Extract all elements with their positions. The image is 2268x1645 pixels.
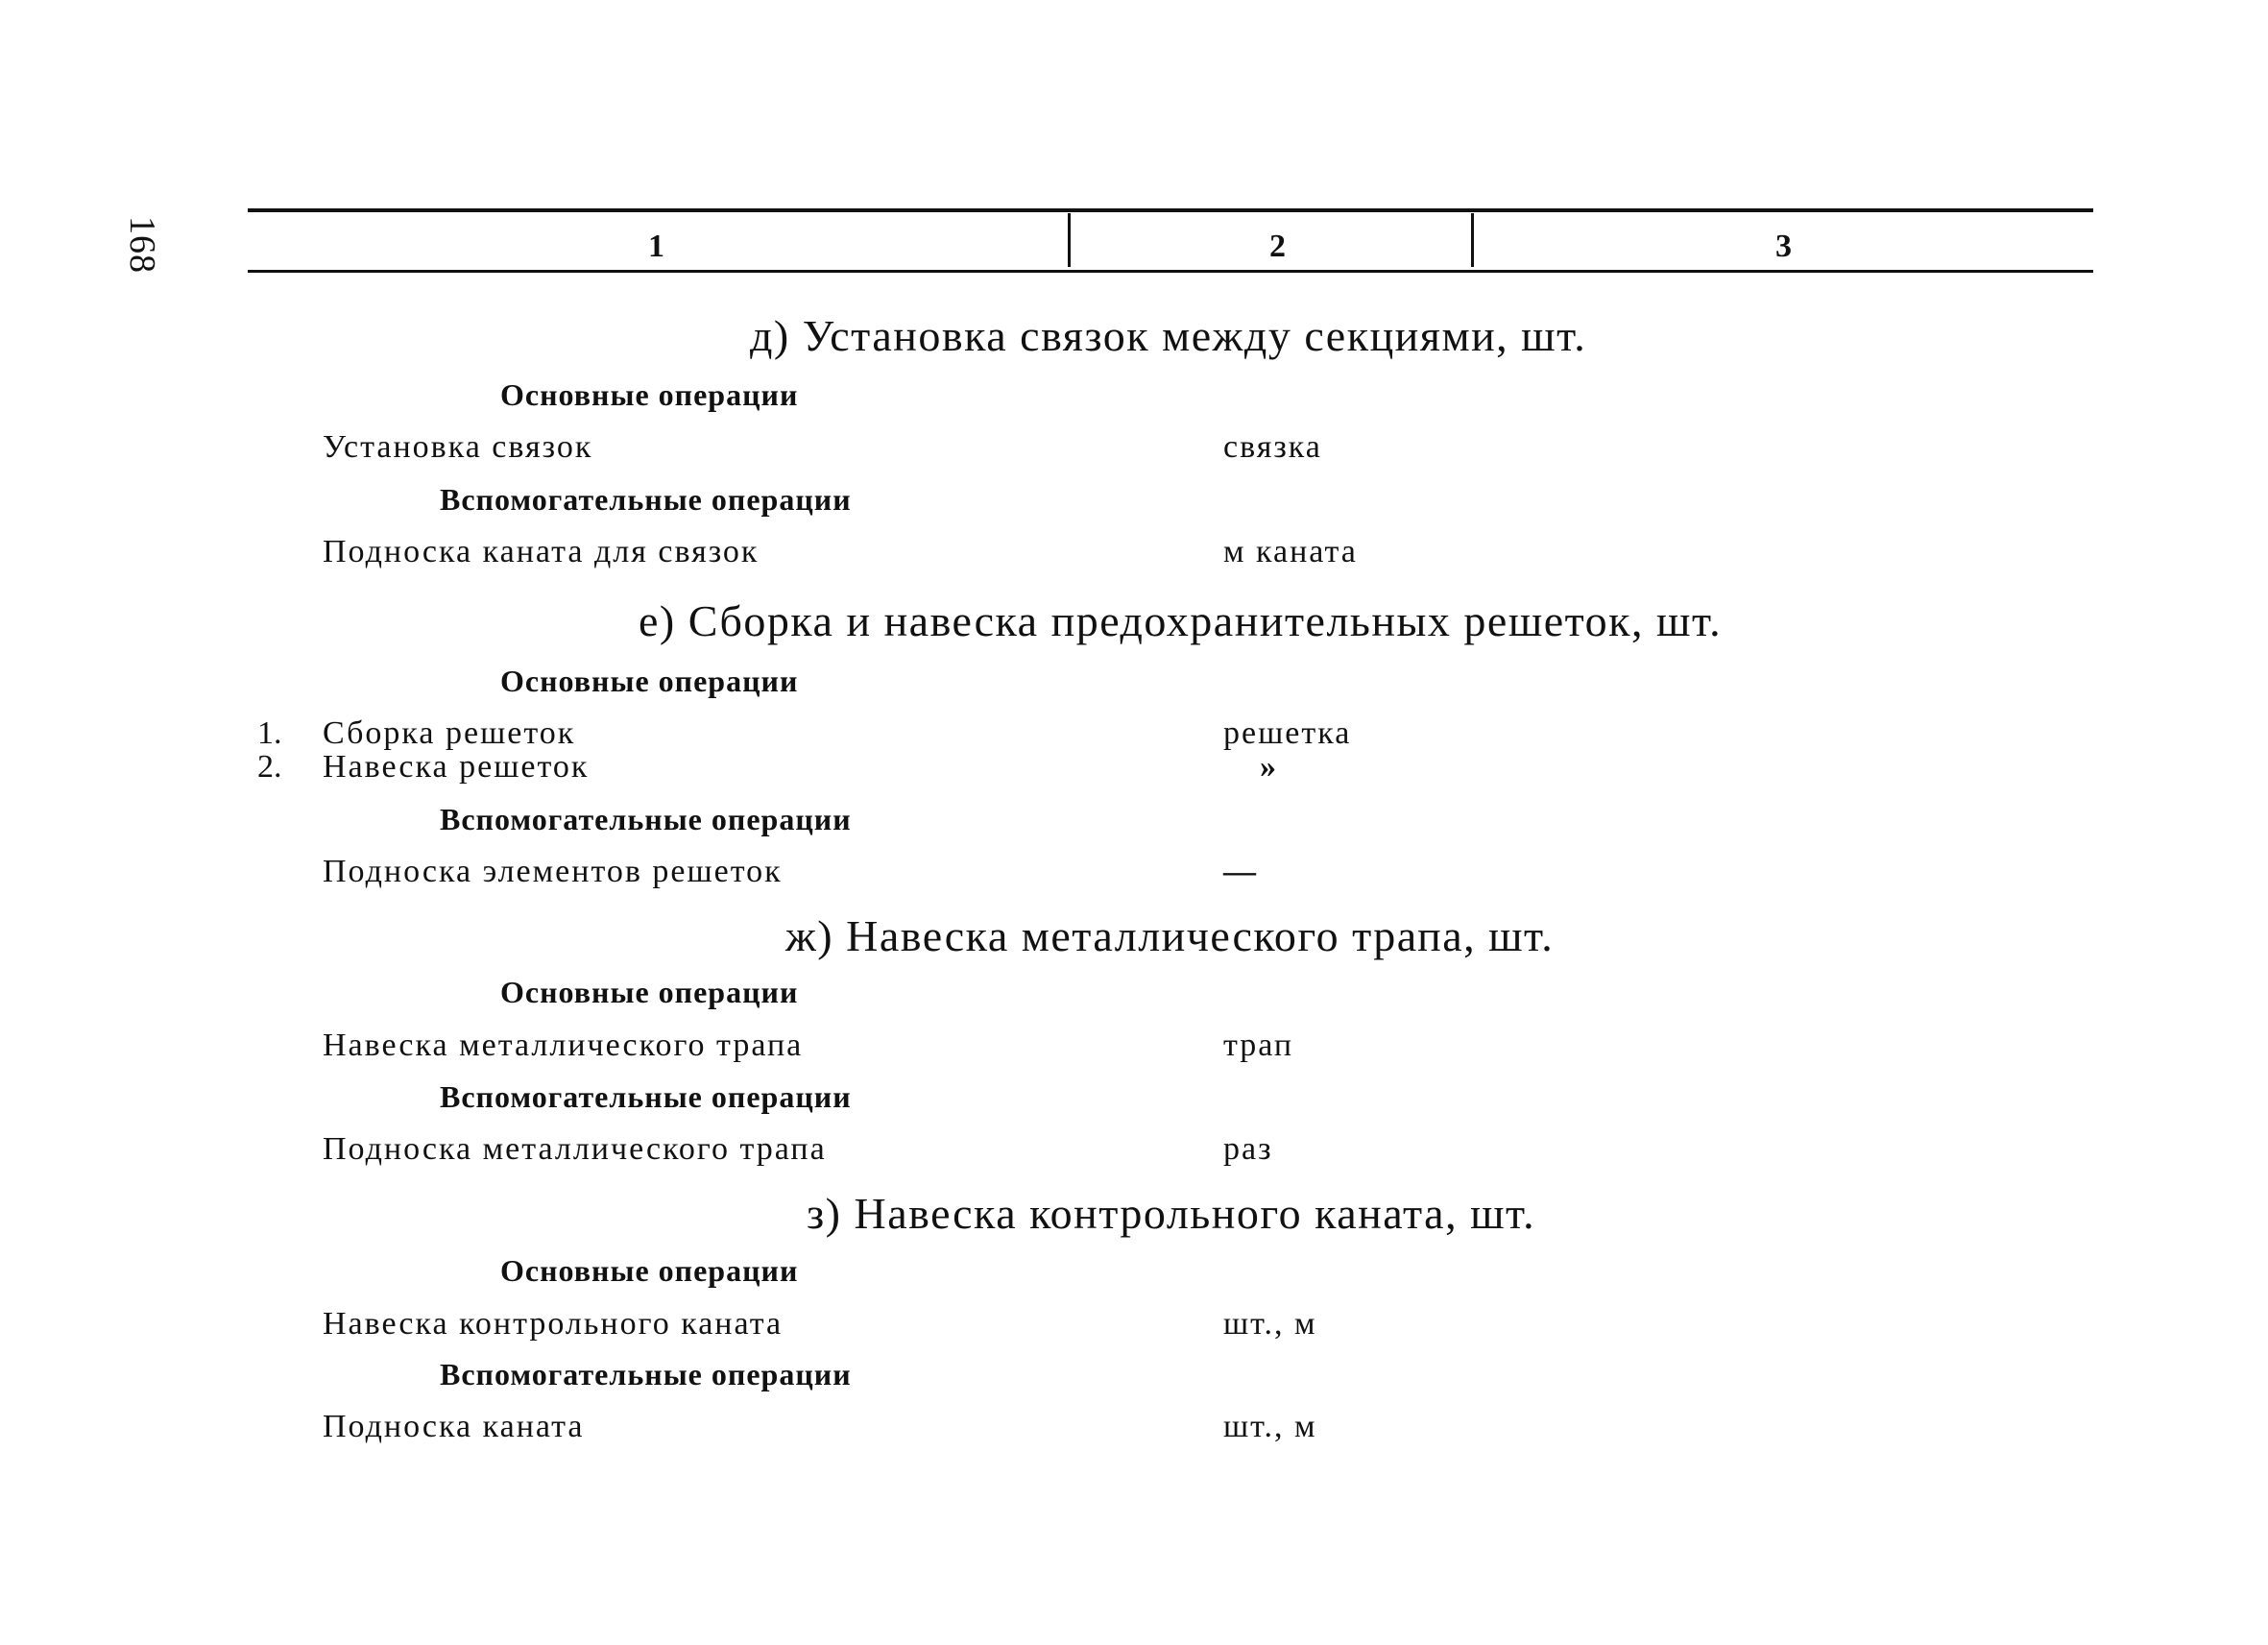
operation-unit: трап xyxy=(1223,1028,1294,1063)
operation-text: Подноска элементов решеток xyxy=(323,854,783,889)
operation-unit: связка xyxy=(1223,429,1322,465)
header-divider-1 xyxy=(1068,213,1071,267)
auxiliary-operations-heading: Вспомогательные операции xyxy=(440,802,852,836)
auxiliary-operations-heading: Вспомогательные операции xyxy=(440,1079,852,1114)
main-operations-heading: Основные операции xyxy=(500,1253,799,1288)
main-operations-heading: Основные операции xyxy=(500,975,799,1009)
operation-text: Подноска каната xyxy=(323,1409,585,1444)
column-number-3: 3 xyxy=(1775,229,1792,264)
auxiliary-operations-heading: Вспомогательные операции xyxy=(440,482,852,517)
section-title: ж) Навеска металлического трапа, шт. xyxy=(785,911,1555,960)
operation-text: Навеска контрольного каната xyxy=(323,1306,784,1342)
operation-unit: шт., м xyxy=(1223,1306,1317,1342)
ditto-mark: » xyxy=(1260,749,1278,785)
operation-text: Установка связок xyxy=(323,429,593,465)
operation-text: Навеска решеток xyxy=(323,749,590,785)
item-number: 2. xyxy=(257,749,282,785)
main-operations-heading: Основные операции xyxy=(500,664,799,698)
operation-text: Сборка решеток xyxy=(323,715,576,751)
auxiliary-operations-heading: Вспомогательные операции xyxy=(440,1357,852,1391)
header-divider-2 xyxy=(1471,213,1474,267)
operation-unit: м каната xyxy=(1223,534,1358,569)
operation-unit: шт., м xyxy=(1223,1409,1317,1444)
header-bottom-rule xyxy=(248,270,2093,273)
operation-text: Подноска каната для связок xyxy=(323,534,760,569)
item-number: 1. xyxy=(257,715,282,751)
operation-unit: раз xyxy=(1223,1131,1273,1167)
column-number-1: 1 xyxy=(648,229,664,264)
operation-unit: решетка xyxy=(1223,715,1352,751)
main-operations-heading: Основные операции xyxy=(500,377,799,412)
section-title: д) Установка связок между секциями, шт. xyxy=(750,311,1587,360)
column-number-2: 2 xyxy=(1269,229,1286,264)
section-title: з) Навеска контрольного каната, шт. xyxy=(807,1189,1536,1238)
header-top-rule xyxy=(248,208,2093,212)
section-title: е) Сборка и навеска предохранительных решеток, шт. xyxy=(639,596,1723,645)
operation-unit: — xyxy=(1223,854,1258,889)
operation-text: Подноска металлического трапа xyxy=(323,1131,827,1167)
operation-text: Навеска металлического трапа xyxy=(323,1028,804,1063)
page-number: 168 xyxy=(122,216,162,274)
